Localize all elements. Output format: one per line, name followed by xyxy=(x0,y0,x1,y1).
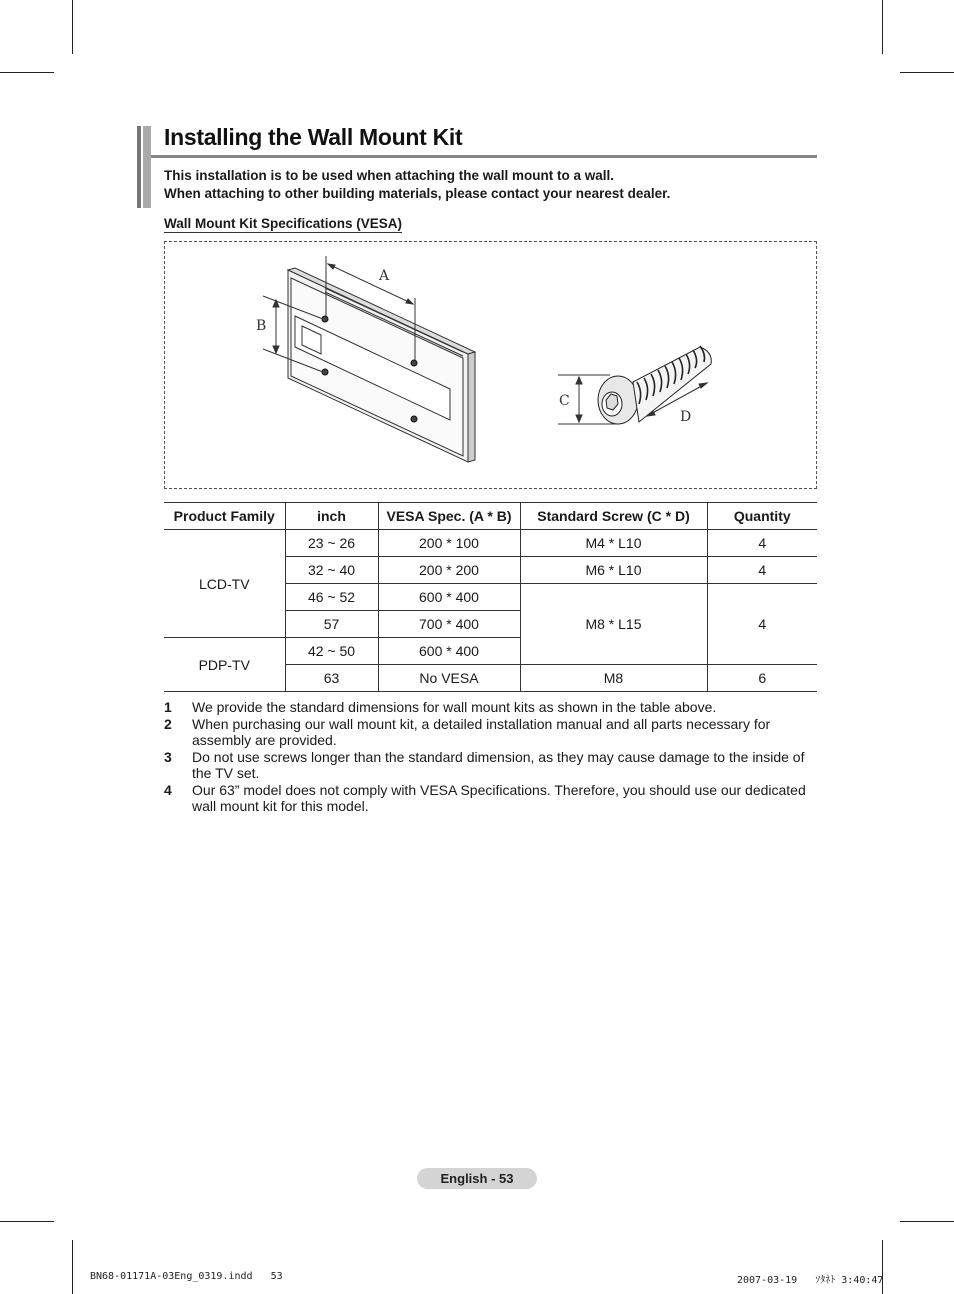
crop-mark xyxy=(72,0,73,54)
vesa-cell: 600 * 400 xyxy=(378,584,520,611)
page-number-badge: English - 53 xyxy=(417,1168,537,1189)
intro-text xyxy=(164,167,670,202)
wall-mount-diagram xyxy=(164,241,817,489)
crop-mark xyxy=(0,72,54,73)
inch-cell: 42 ~ 50 xyxy=(285,638,378,665)
spec-heading: Wall Mount Kit Specifications (VESA) xyxy=(164,216,403,231)
table-header: Product Family xyxy=(164,503,285,530)
vesa-cell: 600 * 400 xyxy=(378,638,520,665)
intro-line-1: This installation is to be used when attaching the wall mount to a wall. xyxy=(164,168,615,183)
vesa-cell: No VESA xyxy=(378,665,520,692)
note-text: Our 63” model does not comply with VESA Specifications. Therefore, you should use our dedicated wall mount kit for this model. xyxy=(192,781,806,814)
note-number: 4 xyxy=(164,781,172,798)
vesa-cell: 200 * 200 xyxy=(378,557,520,584)
crop-mark xyxy=(900,1221,954,1222)
crop-mark xyxy=(72,1240,73,1294)
list-item xyxy=(164,699,814,716)
vesa-spec-table xyxy=(164,502,817,692)
table-header: VESA Spec. (A * B) xyxy=(378,503,520,530)
quantity-cell: 4 xyxy=(707,584,817,665)
title-rule xyxy=(151,155,817,158)
footer-date-info: 2007-03-19 ｿﾀﾈﾄ 3:40:47 xyxy=(737,1275,884,1286)
inch-cell: 63 xyxy=(285,665,378,692)
note-number: 2 xyxy=(164,715,172,732)
inch-cell: 23 ~ 26 xyxy=(285,530,378,557)
crop-mark xyxy=(882,0,883,54)
label-a: A xyxy=(379,268,390,284)
inch-cell: 46 ~ 52 xyxy=(285,584,378,611)
label-c: C xyxy=(559,393,570,409)
table-header: Standard Screw (C * D) xyxy=(520,503,707,530)
vesa-cell: 700 * 400 xyxy=(378,611,520,638)
note-number: 1 xyxy=(164,699,172,715)
quantity-cell: 4 xyxy=(707,530,817,557)
table-header-row xyxy=(164,503,817,530)
family-cell: LCD-TV xyxy=(164,530,285,638)
title-accent-bar xyxy=(137,126,151,208)
note-text: We provide the standard dimensions for wall mount kits as shown in the table above. xyxy=(192,699,717,715)
notes-list xyxy=(164,699,814,815)
family-cell: PDP-TV xyxy=(164,638,285,692)
note-number: 3 xyxy=(164,748,172,765)
note-text: Do not use screws longer than the standard dimension, as they may cause damage to the inside of the TV set. xyxy=(192,748,805,781)
crop-mark xyxy=(0,1221,54,1222)
footer-file-info: BN68-01171A-03Eng_0319.indd 53 xyxy=(90,1271,283,1282)
list-item xyxy=(164,716,814,749)
crop-mark xyxy=(900,72,954,73)
label-d: D xyxy=(680,409,692,425)
quantity-cell: 4 xyxy=(707,557,817,584)
inch-cell: 32 ~ 40 xyxy=(285,557,378,584)
diagram-illustration xyxy=(165,242,816,488)
list-item xyxy=(164,749,814,782)
list-item xyxy=(164,782,814,815)
vesa-cell: 200 * 100 xyxy=(378,530,520,557)
table-header: inch xyxy=(285,503,378,530)
intro-line-2: When attaching to other building materials, please contact your nearest dealer. xyxy=(164,185,671,201)
table-header: Quantity xyxy=(707,503,817,530)
screw-cell: M4 * L10 xyxy=(520,530,707,557)
table-row xyxy=(164,530,817,557)
inch-cell: 57 xyxy=(285,611,378,638)
tv-back-illustration xyxy=(288,268,475,462)
label-b: B xyxy=(256,318,267,334)
screw-cell: M6 * L10 xyxy=(520,557,707,584)
screw-cell: M8 * L15 xyxy=(520,584,707,665)
quantity-cell: 6 xyxy=(707,665,817,692)
page-title: Installing the Wall Mount Kit xyxy=(164,124,463,150)
note-text: When purchasing our wall mount kit, a detailed installation manual and all parts necessary for assembly are provided. xyxy=(192,715,771,748)
screw-cell: M8 xyxy=(520,665,707,692)
